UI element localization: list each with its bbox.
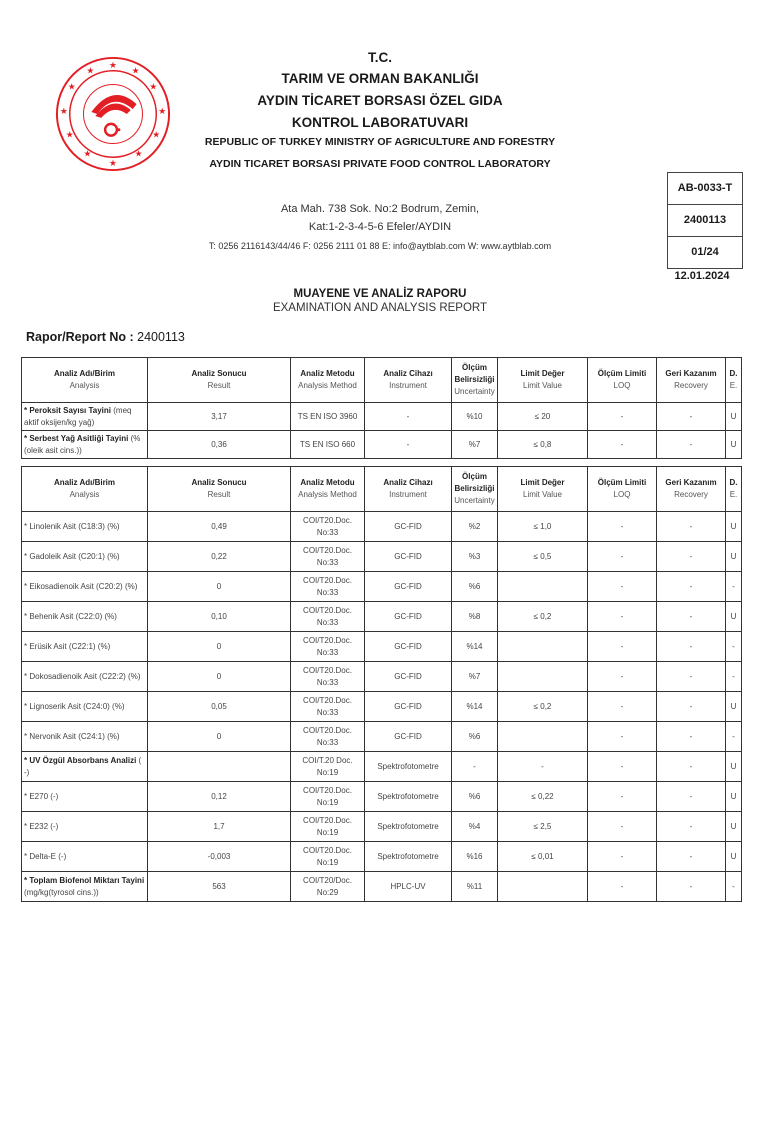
- cell-instrument: GC-FID: [365, 512, 452, 542]
- analysis-name-unit: * Nervonik Asit (C24:1) (%): [24, 731, 120, 741]
- analysis-name-unit: (mg/kg(tyrosol cins.)): [24, 887, 99, 897]
- cell-result: 3,17: [148, 403, 291, 431]
- cell-de: U: [726, 542, 742, 572]
- contact-line: T: 0256 2116143/44/46 F: 0256 2111 01 88 E: info@aytblab.com W: www.aytblab.com: [208, 241, 552, 251]
- svg-text:★: ★: [134, 149, 143, 160]
- column-header-tr: Limit Değer: [520, 478, 565, 487]
- ministry-seal-icon: [54, 55, 172, 173]
- cell-method: COI/T20.Doc. No:33: [291, 512, 365, 542]
- analysis-name: [22, 782, 148, 812]
- column-header-tr: Analiz Sonucu: [191, 478, 247, 487]
- cell-de: U: [726, 431, 742, 459]
- cell-recovery: -: [657, 431, 726, 459]
- table-row: [22, 662, 742, 692]
- column-header-tr: Ölçüm Belirsizliği: [454, 363, 495, 384]
- cell-limit: ≤ 0,8: [498, 431, 588, 459]
- cell-uncertainty: %14: [452, 692, 498, 722]
- cell-method: COI/T20.Doc. No:19: [291, 842, 365, 872]
- column-header-en: LOQ: [613, 381, 631, 390]
- table-row: [22, 632, 742, 662]
- cell-de: U: [726, 842, 742, 872]
- cell-uncertainty: %6: [452, 782, 498, 812]
- column-header-en: Result: [207, 490, 231, 499]
- cell-result: 1,7: [148, 812, 291, 842]
- column-header: [498, 467, 588, 512]
- table-row: [22, 572, 742, 602]
- analysis-name-unit: * Eikosadienoik Asit (C20:2) (%): [24, 581, 138, 591]
- table-row: [22, 782, 742, 812]
- cell-method: COI/T.20 Doc. No:19: [291, 752, 365, 782]
- cell-loq: -: [588, 872, 657, 902]
- column-header-tr: Limit Değer: [520, 369, 565, 378]
- analysis-name: [22, 812, 148, 842]
- cell-loq: -: [588, 722, 657, 752]
- column-header: [657, 358, 726, 403]
- cell-limit: ≤ 0,2: [498, 692, 588, 722]
- cell-limit: ≤ 0,22: [498, 782, 588, 812]
- cell-loq: -: [588, 632, 657, 662]
- cell-loq: -: [588, 842, 657, 872]
- report-number-value: 2400113: [133, 330, 185, 344]
- cell-uncertainty: %3: [452, 542, 498, 572]
- table-row: [22, 872, 742, 902]
- column-header-tr: D.: [729, 369, 738, 378]
- column-header-en: Recovery: [674, 490, 708, 499]
- reference-number: 2400113: [668, 205, 742, 237]
- svg-text:★: ★: [158, 107, 167, 117]
- table-row: [22, 722, 742, 752]
- cell-limit: ≤ 0,01: [498, 842, 588, 872]
- cell-method: COI/T20.Doc. No:33: [291, 542, 365, 572]
- table-row: [22, 512, 742, 542]
- column-header-tr: Analiz Adı/Birim: [53, 369, 116, 378]
- svg-text:★: ★: [131, 66, 140, 77]
- analysis-name-unit: * E232 (-): [24, 821, 59, 831]
- cell-limit: ≤ 0,2: [498, 602, 588, 632]
- cell-method: COI/T20.Doc. No:33: [291, 602, 365, 632]
- column-header: [588, 467, 657, 512]
- analysis-name: [22, 662, 148, 692]
- svg-text:★: ★: [149, 82, 158, 93]
- column-header-en: Result: [207, 381, 231, 390]
- header-line-tc: T.C.: [367, 50, 392, 65]
- analysis-name: [22, 632, 148, 662]
- cell-result: 0,49: [148, 512, 291, 542]
- analysis-table-1: [21, 357, 742, 459]
- cell-de: U: [726, 512, 742, 542]
- cell-result: 0: [148, 662, 291, 692]
- column-header-tr: Geri Kazanım: [665, 478, 717, 487]
- cell-limit: [498, 872, 588, 902]
- column-header-en: Limit Value: [523, 381, 562, 390]
- cell-method: TS EN ISO 3960: [291, 403, 365, 431]
- column-header-tr: Ölçüm Belirsizliği: [454, 472, 495, 493]
- column-header: [365, 358, 452, 403]
- table-row: [22, 752, 742, 782]
- header-ministry: TARIM VE ORMAN BAKANLIĞI: [281, 71, 479, 86]
- reference-box: [667, 172, 743, 269]
- cell-result: -0,003: [148, 842, 291, 872]
- cell-instrument: -: [365, 431, 452, 459]
- analysis-name-bold: * Toplam Biofenol Miktarı Tayini: [24, 875, 145, 885]
- column-header-tr: Ölçüm Limiti: [597, 369, 647, 378]
- cell-method: COI/T20.Doc. No:33: [291, 572, 365, 602]
- column-header-tr: Analiz Cihazı: [383, 478, 433, 487]
- cell-recovery: -: [657, 662, 726, 692]
- table-row: [22, 842, 742, 872]
- cell-uncertainty: %8: [452, 602, 498, 632]
- cell-instrument: GC-FID: [365, 692, 452, 722]
- cell-uncertainty: %11: [452, 872, 498, 902]
- cell-instrument: GC-FID: [365, 722, 452, 752]
- cell-instrument: Spektrofotometre: [365, 752, 452, 782]
- analysis-name: [22, 752, 148, 782]
- analysis-name-unit: * Behenik Asit (C22:0) (%): [24, 611, 117, 621]
- analysis-name: [22, 431, 148, 459]
- column-header-en: Uncertainty: [454, 387, 495, 396]
- column-header: [452, 467, 498, 512]
- svg-text:★: ★: [65, 130, 74, 141]
- cell-recovery: -: [657, 692, 726, 722]
- cell-loq: -: [588, 512, 657, 542]
- cell-limit: [498, 722, 588, 752]
- cell-de: U: [726, 812, 742, 842]
- analysis-name: [22, 512, 148, 542]
- cell-limit: -: [498, 752, 588, 782]
- cell-limit: ≤ 0,5: [498, 542, 588, 572]
- cell-method: COI/T20.Doc. No:19: [291, 782, 365, 812]
- analysis-table-2: [21, 466, 742, 902]
- address-line-2: Kat:1-2-3-4-5-6 Efeler/AYDIN: [308, 221, 452, 233]
- header-row: [22, 467, 742, 512]
- cell-de: U: [726, 403, 742, 431]
- analysis-name-unit: * Delta-E (-): [24, 851, 67, 861]
- cell-de: U: [726, 782, 742, 812]
- cell-result: 0: [148, 572, 291, 602]
- cell-recovery: -: [657, 632, 726, 662]
- cell-de: U: [726, 752, 742, 782]
- cell-result: 0: [148, 632, 291, 662]
- cell-instrument: Spektrofotometre: [365, 782, 452, 812]
- column-header: [291, 467, 365, 512]
- cell-uncertainty: %7: [452, 431, 498, 459]
- svg-text:★: ★: [67, 82, 76, 93]
- table-row: [22, 431, 742, 459]
- table-row: [22, 602, 742, 632]
- column-header: [22, 467, 148, 512]
- cell-recovery: -: [657, 512, 726, 542]
- header-laboratory-en: AYDIN TICARET BORSASI PRIVATE FOOD CONTROL LABORATORY: [209, 158, 551, 170]
- cell-recovery: -: [657, 722, 726, 752]
- cell-loq: -: [588, 812, 657, 842]
- cell-recovery: -: [657, 782, 726, 812]
- column-header-en: Instrument: [389, 381, 427, 390]
- analysis-name: [22, 403, 148, 431]
- cell-de: -: [726, 572, 742, 602]
- analysis-name: [22, 572, 148, 602]
- cell-limit: ≤ 2,5: [498, 812, 588, 842]
- column-header: [657, 467, 726, 512]
- cell-recovery: -: [657, 872, 726, 902]
- cell-method: COI/T20.Doc. No:33: [291, 632, 365, 662]
- cell-instrument: GC-FID: [365, 632, 452, 662]
- cell-loq: -: [588, 431, 657, 459]
- cell-loq: -: [588, 542, 657, 572]
- header-row: [22, 358, 742, 403]
- analysis-name: [22, 842, 148, 872]
- column-header: [498, 358, 588, 403]
- column-header-en: Analysis Method: [298, 381, 357, 390]
- analysis-name: [22, 602, 148, 632]
- svg-text:★: ★: [109, 60, 117, 71]
- cell-recovery: -: [657, 842, 726, 872]
- analysis-name: [22, 722, 148, 752]
- cell-loq: -: [588, 752, 657, 782]
- cell-recovery: -: [657, 602, 726, 632]
- analysis-name-unit: * Linolenik Asit (C18:3) (%): [24, 521, 120, 531]
- analysis-name-unit: (meq aktif oksijen/kg yağ): [24, 405, 132, 427]
- column-header-en: Analysis: [69, 381, 100, 390]
- cell-instrument: Spektrofotometre: [365, 812, 452, 842]
- column-header-en: Uncertainty: [454, 496, 495, 505]
- cell-instrument: HPLC-UV: [365, 872, 452, 902]
- column-header: [365, 467, 452, 512]
- column-header-en: Analysis: [69, 490, 100, 499]
- cell-uncertainty: %4: [452, 812, 498, 842]
- analysis-name-unit: (% (oleik asit cins.)): [24, 433, 141, 455]
- table-row: [22, 403, 742, 431]
- column-header-tr: Analiz Metodu: [300, 478, 355, 487]
- cell-de: -: [726, 632, 742, 662]
- reference-code: AB-0033-T: [668, 173, 742, 205]
- analysis-name-unit: * Lignoserik Asit (C24:0) (%): [24, 701, 125, 711]
- column-header: [452, 358, 498, 403]
- cell-method: TS EN ISO 660: [291, 431, 365, 459]
- analysis-name: [22, 542, 148, 572]
- cell-result: 0,12: [148, 782, 291, 812]
- column-header: [726, 467, 742, 512]
- report-title: MUAYENE VE ANALİZ RAPORU: [293, 288, 467, 300]
- cell-uncertainty: %2: [452, 512, 498, 542]
- svg-text:★: ★: [86, 66, 95, 77]
- column-header-en: Instrument: [389, 490, 427, 499]
- column-header: [291, 358, 365, 403]
- column-header-tr: Geri Kazanım: [665, 369, 717, 378]
- cell-result: 563: [148, 872, 291, 902]
- column-header-en: Recovery: [674, 381, 708, 390]
- cell-uncertainty: %7: [452, 662, 498, 692]
- column-header-tr: Analiz Adı/Birim: [53, 478, 116, 487]
- cell-recovery: -: [657, 572, 726, 602]
- cell-recovery: -: [657, 812, 726, 842]
- analysis-name: [22, 692, 148, 722]
- header-laboratory: KONTROL LABORATUVARI: [291, 115, 469, 130]
- column-header: [726, 358, 742, 403]
- cell-recovery: -: [657, 403, 726, 431]
- column-header-en: LOQ: [613, 490, 631, 499]
- cell-loq: -: [588, 572, 657, 602]
- cell-instrument: -: [365, 403, 452, 431]
- cell-uncertainty: %16: [452, 842, 498, 872]
- cell-uncertainty: %10: [452, 403, 498, 431]
- analysis-name-unit: * Gadoleik Asit (C20:1) (%): [24, 551, 120, 561]
- column-header-tr: Analiz Metodu: [300, 369, 355, 378]
- column-header-tr: D.: [729, 478, 738, 487]
- cell-limit: ≤ 20: [498, 403, 588, 431]
- cell-result: 0: [148, 722, 291, 752]
- cell-result: [148, 752, 291, 782]
- column-header-en: E.: [729, 381, 738, 390]
- cell-method: COI/T20/Doc. No:29: [291, 872, 365, 902]
- cell-instrument: GC-FID: [365, 602, 452, 632]
- reference-date: 12.01.2024: [674, 270, 730, 282]
- cell-limit: ≤ 1,0: [498, 512, 588, 542]
- cell-recovery: -: [657, 542, 726, 572]
- column-header-tr: Analiz Sonucu: [191, 369, 247, 378]
- svg-text:★: ★: [83, 149, 92, 160]
- cell-recovery: -: [657, 752, 726, 782]
- column-header: [22, 358, 148, 403]
- column-header-en: Limit Value: [523, 490, 562, 499]
- cell-loq: -: [588, 782, 657, 812]
- svg-text:★: ★: [59, 107, 68, 117]
- analysis-name-bold: * Peroksit Sayısı Tayini: [24, 405, 112, 415]
- cell-method: COI/T20.Doc. No:33: [291, 662, 365, 692]
- analysis-name-bold: * UV Özgül Absorbans Analizi: [24, 755, 137, 765]
- cell-loq: -: [588, 602, 657, 632]
- cell-method: COI/T20.Doc. No:33: [291, 692, 365, 722]
- cell-method: COI/T20.Doc. No:33: [291, 722, 365, 752]
- column-header-en: E.: [729, 490, 738, 499]
- analysis-name-unit: ( -): [24, 755, 142, 777]
- cell-result: 0,10: [148, 602, 291, 632]
- cell-de: -: [726, 872, 742, 902]
- svg-text:★: ★: [109, 159, 117, 170]
- cell-de: -: [726, 722, 742, 752]
- report-number-label: Rapor/Report No :: [26, 330, 134, 344]
- header-exchange: AYDIN TİCARET BORSASI ÖZEL GIDA: [257, 93, 503, 108]
- analysis-name-unit: * Dokosadienoik Asit (C22:2) (%): [24, 671, 141, 681]
- cell-uncertainty: %14: [452, 632, 498, 662]
- column-header: [588, 358, 657, 403]
- report-number: [26, 330, 185, 344]
- cell-instrument: GC-FID: [365, 662, 452, 692]
- svg-text:★: ★: [152, 130, 161, 141]
- reference-revision: 01/24: [691, 246, 719, 258]
- cell-uncertainty: -: [452, 752, 498, 782]
- column-header: [148, 467, 291, 512]
- cell-loq: -: [588, 662, 657, 692]
- table-row: [22, 812, 742, 842]
- address-line-1: Ata Mah. 738 Sok. No:2 Bodrum, Zemin,: [280, 203, 480, 215]
- cell-method: COI/T20.Doc. No:19: [291, 812, 365, 842]
- analysis-name-unit: * Erüsik Asit (C22:1) (%): [24, 641, 111, 651]
- column-header-tr: Analiz Cihazı: [383, 369, 433, 378]
- report-subtitle: EXAMINATION AND ANALYSIS REPORT: [272, 302, 488, 314]
- column-header: [148, 358, 291, 403]
- cell-limit: [498, 572, 588, 602]
- analysis-name: [22, 872, 148, 902]
- cell-result: 0,05: [148, 692, 291, 722]
- table-row: [22, 542, 742, 572]
- cell-limit: [498, 662, 588, 692]
- cell-limit: [498, 632, 588, 662]
- column-header-en: Analysis Method: [298, 490, 357, 499]
- cell-de: -: [726, 662, 742, 692]
- column-header-tr: Ölçüm Limiti: [597, 478, 647, 487]
- cell-instrument: Spektrofotometre: [365, 842, 452, 872]
- analysis-name-bold: * Serbest Yağ Asitliği Tayini: [24, 433, 129, 443]
- analysis-name-unit: * E270 (-): [24, 791, 59, 801]
- cell-loq: -: [588, 403, 657, 431]
- cell-de: U: [726, 692, 742, 722]
- cell-result: 0,22: [148, 542, 291, 572]
- cell-result: 0,36: [148, 431, 291, 459]
- header-ministry-en: REPUBLIC OF TURKEY MINISTRY OF AGRICULTURE AND FORESTRY: [204, 136, 556, 148]
- cell-uncertainty: %6: [452, 572, 498, 602]
- table-row: [22, 692, 742, 722]
- cell-instrument: GC-FID: [365, 542, 452, 572]
- cell-loq: -: [588, 692, 657, 722]
- cell-instrument: GC-FID: [365, 572, 452, 602]
- cell-de: U: [726, 602, 742, 632]
- cell-uncertainty: %6: [452, 722, 498, 752]
